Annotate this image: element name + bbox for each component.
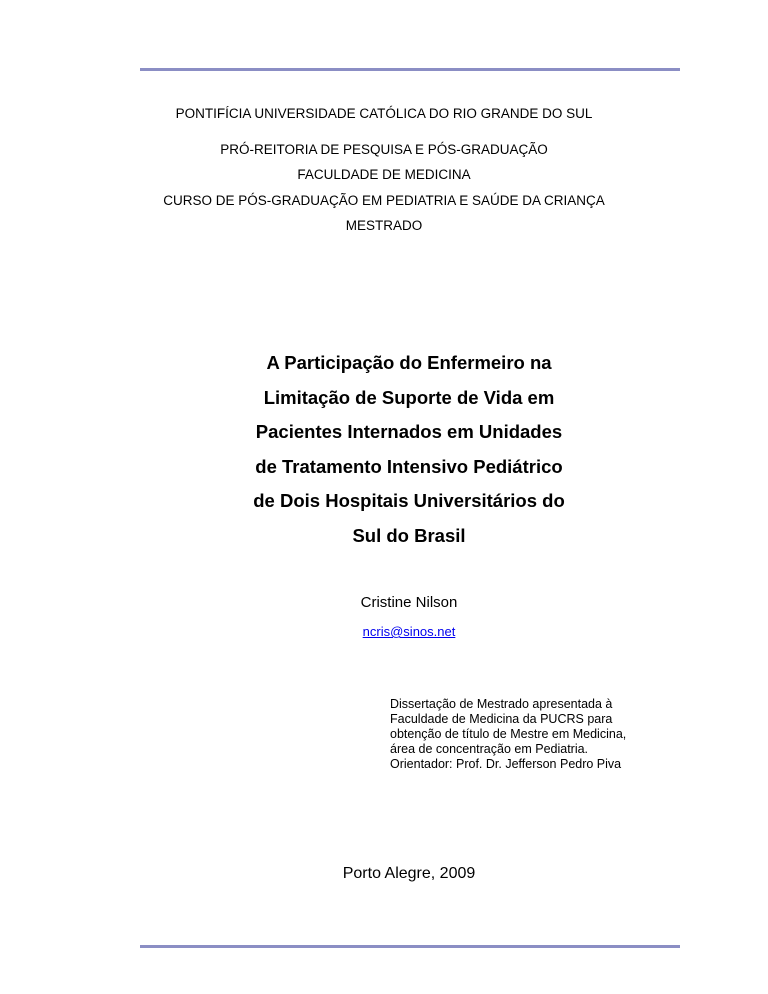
author-name: Cristine Nilson bbox=[360, 594, 458, 611]
place-and-year: Porto Alegre, 2009 bbox=[342, 865, 476, 882]
degree-level: MESTRADO bbox=[345, 218, 423, 233]
author-email bbox=[0, 624, 768, 640]
title-line: Limitação de Suporte de Vida em bbox=[263, 386, 555, 408]
note-line: Dissertação de Mestrado apresentada à bbox=[390, 697, 613, 711]
note-line: Orientador: Prof. Dr. Jefferson Pedro Piva bbox=[390, 757, 622, 771]
title-line: Pacientes Internados em Unidades bbox=[255, 421, 563, 442]
note-line: Faculdade de Medicina da PUCRS para bbox=[390, 712, 613, 726]
course-name: CURSO DE PÓS-GRADUAÇÃO EM PEDIATRIA E SAÚDE DA CRIANÇA bbox=[163, 192, 605, 208]
institution-header bbox=[0, 107, 768, 233]
dissertation-note bbox=[390, 697, 690, 772]
faculty-name: FACULDADE DE MEDICINA bbox=[297, 167, 471, 182]
university-name: PONTIFÍCIA UNIVERSIDADE CATÓLICA DO RIO GRANDE DO SUL bbox=[175, 106, 593, 121]
note-line: área de concentração em Pediatria. bbox=[390, 742, 589, 756]
note-line: obtenção de título de Mestre em Medicina, bbox=[390, 727, 627, 741]
bottom-divider bbox=[140, 945, 680, 948]
title-line: A Participação do Enfermeiro na bbox=[266, 352, 552, 373]
office-name: PRÓ-REITORIA DE PESQUISA E PÓS-GRADUAÇÃO bbox=[220, 141, 548, 157]
title-line: Sul do Brasil bbox=[352, 524, 466, 546]
title-line: de Dois Hospitais Universitários do bbox=[253, 490, 565, 511]
thesis-title bbox=[0, 346, 768, 553]
title-line: de Tratamento Intensivo Pediátrico bbox=[255, 455, 563, 477]
email-link[interactable]: ncris@sinos.net bbox=[362, 624, 456, 639]
top-divider bbox=[140, 68, 680, 71]
